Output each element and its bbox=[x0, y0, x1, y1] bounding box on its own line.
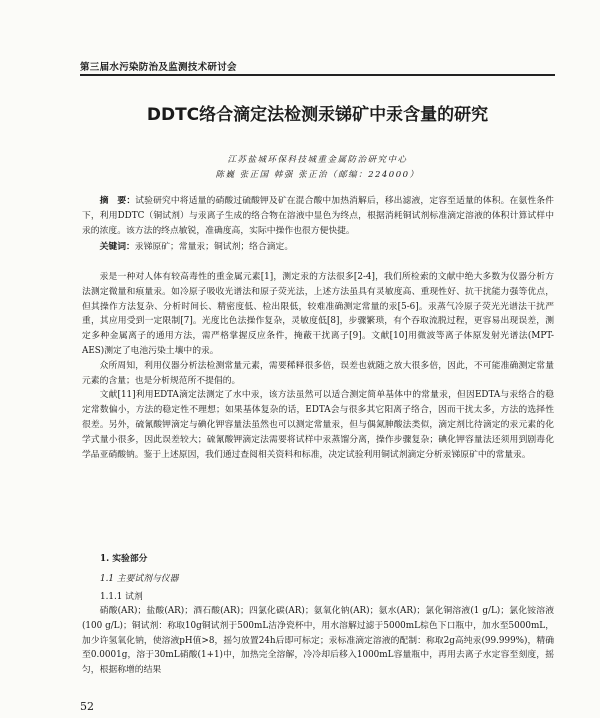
reagents-text: 硝酸(AR)；盐酸(AR)；酒石酸(AR)；四氯化碳(AR)；氨氧化钠(AR)；氨水(AR)；氯化铜溶液(1 g/L)；氯化铵溶液(100 g/L)；铜试剂：称取10g铜试剂于500mL洁净瓷杯中，用水溶解过滤于5000mL棕色下口瓶中，加水至5000mL，加少许氢氧化钠，使溶液pH值>8，摇匀放置24h后即可标定；汞标准滴定溶液的配制：称取2g高纯汞(99.999%)，精确至0.0001g，溶于30mL硝酸(1+1)中，加热完全溶解，冷冷却后移入1000mL容量瓶中，再用去离子水定容至刻度，摇匀，根据称增的结果 bbox=[82, 606, 554, 676]
subsection-heading: 1.1 主要试剂与仪器 bbox=[100, 574, 179, 584]
subsubsection-heading: 1.1.1 试剂 bbox=[100, 592, 143, 602]
running-header: 第三届水污染防治及监测技术研讨会 bbox=[80, 62, 237, 73]
body-paragraph: 文献[11]利用EDTA滴定法测定了水中汞，该方法虽然可以适合测定简单基体中的常量汞，但因EDTA与汞络合的稳定常数偏小，方法的稳定性不理想；如果基体复杂的话，EDTA会与很多其它阳离子络合，因而干扰太多，方法的选择性很差。另外，硫氰酸钾滴定与碘化钾容量法虽然也可以测定常量汞，但与偶氮胂酸法类似，滴定剂比待滴定的汞元素的化学式量小很多，因此误差较大；硫氰酸钾滴定法需要将试样中汞蒸馏分离，操作步骤复杂；碘化钾容量法还须用到剧毒化学品亚硝酸钠。鉴于上述原因，我们通过查阅相关资料和标准，决定试验利用铜试剂滴定分析汞锑原矿中的常量汞。 bbox=[82, 390, 554, 460]
abstract-text: 试验研究中将适量的硝酸过硫酸钾及矿在混合酸中加热消解后，移出滤液，定容至适量的体积。在氨性条件下，利用DDTC（铜试剂）与汞离子生成的络合物在溶液中显色为终点，根据消耗铜试剂标准滴定溶液的体积计算试样中汞的浓度。该方法的终点敏锐，准确度高，实际中操作也很方便快捷。 bbox=[82, 196, 554, 236]
page-number: 52 bbox=[80, 700, 94, 713]
abstract-label: 摘 要： bbox=[99, 196, 136, 206]
abstract bbox=[82, 194, 554, 238]
keywords-label: 关键词： bbox=[99, 242, 135, 252]
body-text bbox=[82, 270, 554, 462]
body-paragraph: 汞是一种对人体有较高毒性的重金属元素[1]，测定汞的方法很多[2-4]，我们所检索的文献中绝大多数为仪器分析方法测定微量和痕量汞。如冷原子吸收光谱法和原子荧光法，上述方法虽具有灵敏度高、重现性好、抗干扰能力强等优点，但其操作方法复杂、分析时间长、精密度低、检出限低，较难准确测定常量的汞[5-6]。汞蒸气冷原子荧光光谱法干扰严重，其应用受到一定限制[7]。光度比色法操作复杂，灵敏度低[8]，步骤繁琐，有个吞取流脱过程，更容易出现误差，测定多种金属离子的通用方法，需严格掌握反应条件，掩蔽干扰离子[9]。文献[10]用微波等离子体原发射光谱法(MPT-AES)测定了电池污染土壤中的汞。 bbox=[82, 272, 554, 356]
body-paragraph: 众所周知，利用仪器分析法检测常量元素，需要稀释很多倍，误差也就随之放大很多倍，因此，不可能准确测定常量元素的含量；也是分析规范所不提倡的。 bbox=[82, 360, 554, 386]
authors: 陈巍 张正国 韩强 张正治（邮编：224000） bbox=[215, 170, 420, 180]
reagents-paragraph bbox=[82, 604, 554, 678]
paper-title: DDTC络合滴定法检测汞锑矿中汞含量的研究 bbox=[146, 105, 489, 125]
section-heading: 1. 实验部分 bbox=[100, 554, 148, 564]
keywords-text: 汞锑原矿；常量汞；铜试剂；络合滴定。 bbox=[134, 242, 294, 252]
keywords bbox=[82, 240, 554, 255]
affiliation: 江苏盐城环保科技城重金属防治研究中心 bbox=[227, 155, 408, 165]
header-rule bbox=[80, 74, 555, 76]
